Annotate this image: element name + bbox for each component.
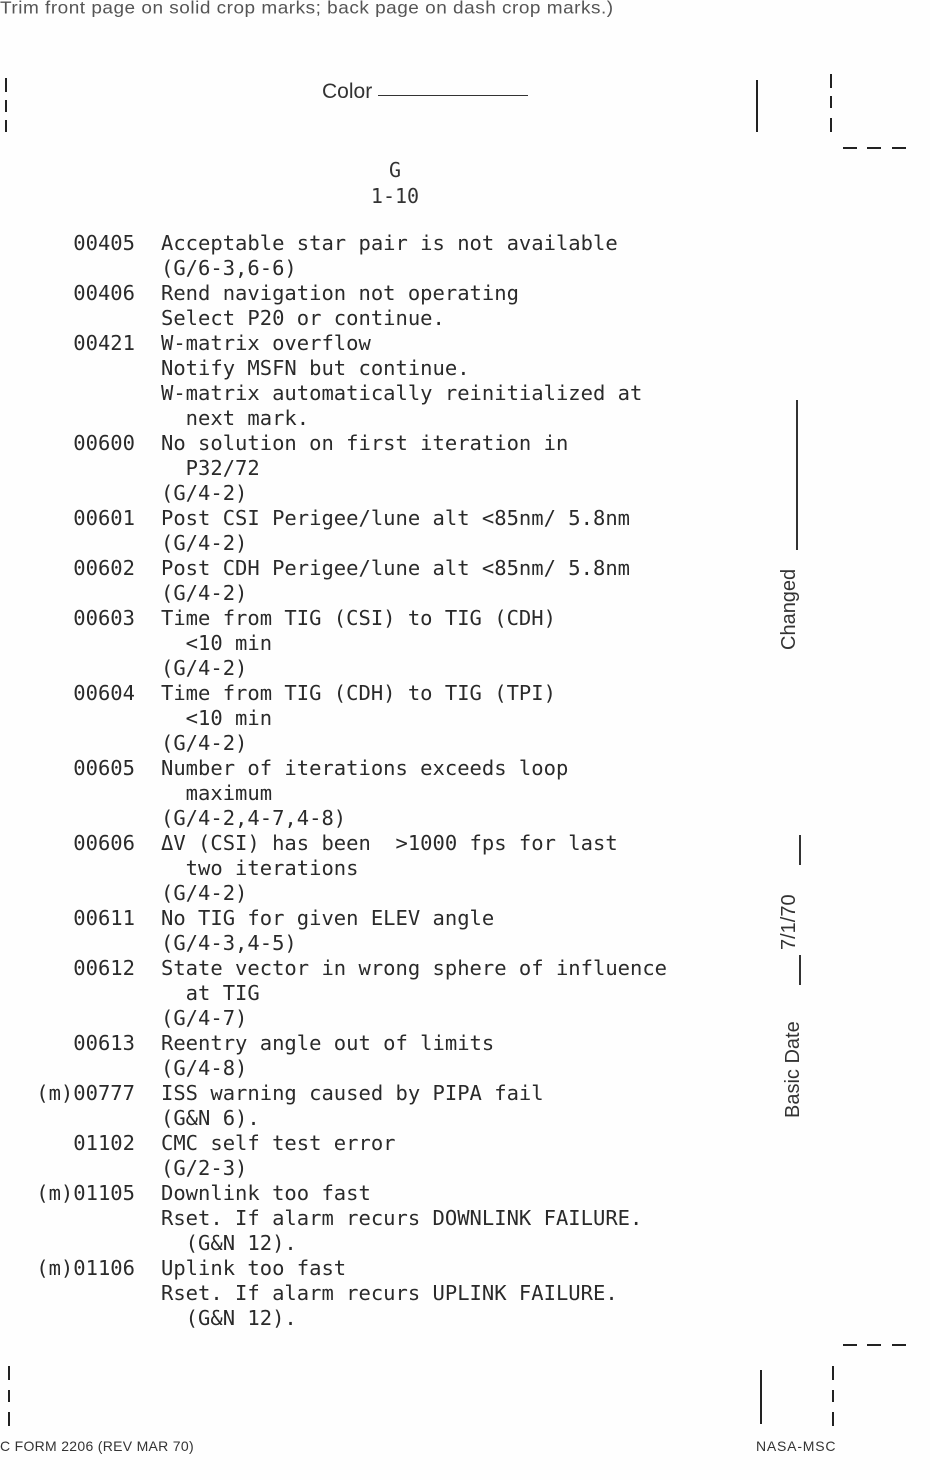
alarm-description-line: Reentry angle out of limits <box>161 1031 495 1055</box>
alarm-description-line: P32/72 <box>161 456 260 480</box>
color-blank-line <box>378 95 528 96</box>
alarm-description-line: (G/4-2) <box>161 531 248 555</box>
color-label: Color <box>322 80 373 103</box>
alarm-entry <box>0 1031 760 1081</box>
alarm-description-line: Rend navigation not operating <box>161 281 519 305</box>
alarm-description-line: <10 min <box>161 706 273 730</box>
alarm-description <box>161 431 568 506</box>
changed-label: Changed <box>778 568 800 650</box>
alarm-description-line: (G/4-3,4-5) <box>161 931 297 955</box>
alarm-entry <box>0 231 760 281</box>
alarm-description-line: Rset. If alarm recurs DOWNLINK FAILURE. <box>161 1206 643 1230</box>
alarm-code: 00602 <box>73 556 135 580</box>
alarm-code: 00611 <box>73 906 135 930</box>
alarm-entry <box>0 956 760 1031</box>
alarm-description-line: (G/4-8) <box>161 1056 248 1080</box>
alarm-code: 00605 <box>73 756 135 780</box>
alarm-code: (m)01106 <box>36 1256 135 1280</box>
alarm-description <box>161 1181 642 1256</box>
page-number: 1-10 <box>370 184 420 208</box>
alarm-code-list <box>0 231 760 1331</box>
alarm-code: 00600 <box>73 431 135 455</box>
alarm-description-line: (G&N 12). <box>161 1306 297 1330</box>
date-rule-top <box>799 835 801 865</box>
alarm-description-line: (G&N 6). <box>161 1106 260 1130</box>
alarm-description-line: ΔV (CSI) has been >1000 fps for last <box>161 831 618 855</box>
alarm-code: 00421 <box>73 331 135 355</box>
alarm-description-line: Select P20 or continue. <box>161 306 445 330</box>
alarm-entry <box>0 606 760 681</box>
alarm-code: 00406 <box>73 281 135 305</box>
alarm-description-line: (G/4-2) <box>161 581 248 605</box>
alarm-description <box>161 506 630 556</box>
alarm-entry <box>0 756 760 831</box>
alarm-code: 00613 <box>73 1031 135 1055</box>
alarm-description-line: Time from TIG (CSI) to TIG (CDH) <box>161 606 556 630</box>
alarm-description <box>161 556 630 606</box>
alarm-description-line: State vector in wrong sphere of influence <box>161 956 668 980</box>
section-letter: G <box>388 158 402 182</box>
alarm-code: (m)01105 <box>36 1181 135 1205</box>
alarm-description-line: two iterations <box>161 856 359 880</box>
agency-label: NASA-MSC <box>756 1438 837 1454</box>
alarm-description-line: Downlink too fast <box>161 1181 371 1205</box>
alarm-entry <box>0 1181 760 1256</box>
alarm-code: 00606 <box>73 831 135 855</box>
color-field <box>322 80 528 104</box>
alarm-description-line: CMC self test error <box>161 1131 396 1155</box>
date-rule-bottom <box>799 955 801 985</box>
form-number: C FORM 2206 (REV MAR 70) <box>0 1438 194 1454</box>
alarm-description <box>161 331 642 431</box>
alarm-description <box>161 1081 544 1131</box>
alarm-description-line: next mark. <box>161 406 310 430</box>
alarm-description <box>161 756 568 831</box>
alarm-description-line: (G/4-2) <box>161 481 248 505</box>
alarm-description <box>161 831 618 906</box>
alarm-description <box>161 281 519 331</box>
alarm-description-line: (G/2-3) <box>161 1156 248 1180</box>
alarm-description-line: W-matrix overflow <box>161 331 371 355</box>
alarm-description <box>161 1031 494 1081</box>
alarm-description-line: Post CDH Perigee/lune alt <85nm/ 5.8nm <box>161 556 630 580</box>
alarm-description-line: Acceptable star pair is not available <box>161 231 618 255</box>
alarm-description-line: Rset. If alarm recurs UPLINK FAILURE. <box>161 1281 618 1305</box>
alarm-code: (m)00777 <box>36 1081 135 1105</box>
alarm-entry <box>0 1256 760 1331</box>
alarm-description-line: (G&N 12). <box>161 1231 297 1255</box>
alarm-description-line: (G/4-2) <box>161 656 248 680</box>
alarm-entry <box>0 906 760 956</box>
alarm-description-line: (G/4-2) <box>161 881 248 905</box>
alarm-description <box>161 606 556 681</box>
alarm-description <box>161 956 667 1031</box>
alarm-description-line: W-matrix automatically reinitialized at <box>161 381 643 405</box>
alarm-description-line: <10 min <box>161 631 273 655</box>
alarm-description-line: Post CSI Perigee/lune alt <85nm/ 5.8nm <box>161 506 630 530</box>
alarm-code: 01102 <box>73 1131 135 1155</box>
alarm-code: 00405 <box>73 231 135 255</box>
alarm-description-line: (G/4-7) <box>161 1006 248 1030</box>
alarm-description-line: Number of iterations exceeds loop <box>161 756 569 780</box>
alarm-description <box>161 1256 618 1331</box>
alarm-entry <box>0 1081 760 1131</box>
alarm-entry <box>0 331 760 431</box>
alarm-entry <box>0 831 760 906</box>
alarm-description-line: (G/6-3,6-6) <box>161 256 297 280</box>
alarm-entry <box>0 506 760 556</box>
basic-date-label: Basic Date <box>782 1021 804 1118</box>
alarm-entry <box>0 681 760 756</box>
alarm-description-line: (G/4-2) <box>161 731 248 755</box>
alarm-description-line: at TIG <box>161 981 260 1005</box>
alarm-description <box>161 681 556 756</box>
alarm-description-line: (G/4-2,4-7,4-8) <box>161 806 347 830</box>
alarm-description <box>161 906 494 956</box>
alarm-entry <box>0 431 760 506</box>
alarm-description-line: Uplink too fast <box>161 1256 347 1280</box>
alarm-description <box>161 231 618 281</box>
alarm-description-line: No TIG for given ELEV angle <box>161 906 495 930</box>
alarm-description-line: Notify MSFN but continue. <box>161 356 470 380</box>
alarm-description-line: Time from TIG (CDH) to TIG (TPI) <box>161 681 556 705</box>
alarm-code: 00601 <box>73 506 135 530</box>
alarm-description-line: No solution on first iteration in <box>161 431 569 455</box>
trim-instruction: Trim front page on solid crop marks; back page on dash crop marks.) <box>0 0 614 18</box>
alarm-code: 00604 <box>73 681 135 705</box>
alarm-entry <box>0 281 760 331</box>
alarm-entry <box>0 1131 760 1181</box>
alarm-description <box>161 1131 396 1181</box>
alarm-code: 00603 <box>73 606 135 630</box>
alarm-entry <box>0 556 760 606</box>
alarm-code: 00612 <box>73 956 135 980</box>
alarm-description-line: maximum <box>161 781 273 805</box>
changed-rule <box>796 400 798 550</box>
basic-date-value: 7/1/70 <box>778 894 800 950</box>
alarm-description-line: ISS warning caused by PIPA fail <box>161 1081 544 1105</box>
